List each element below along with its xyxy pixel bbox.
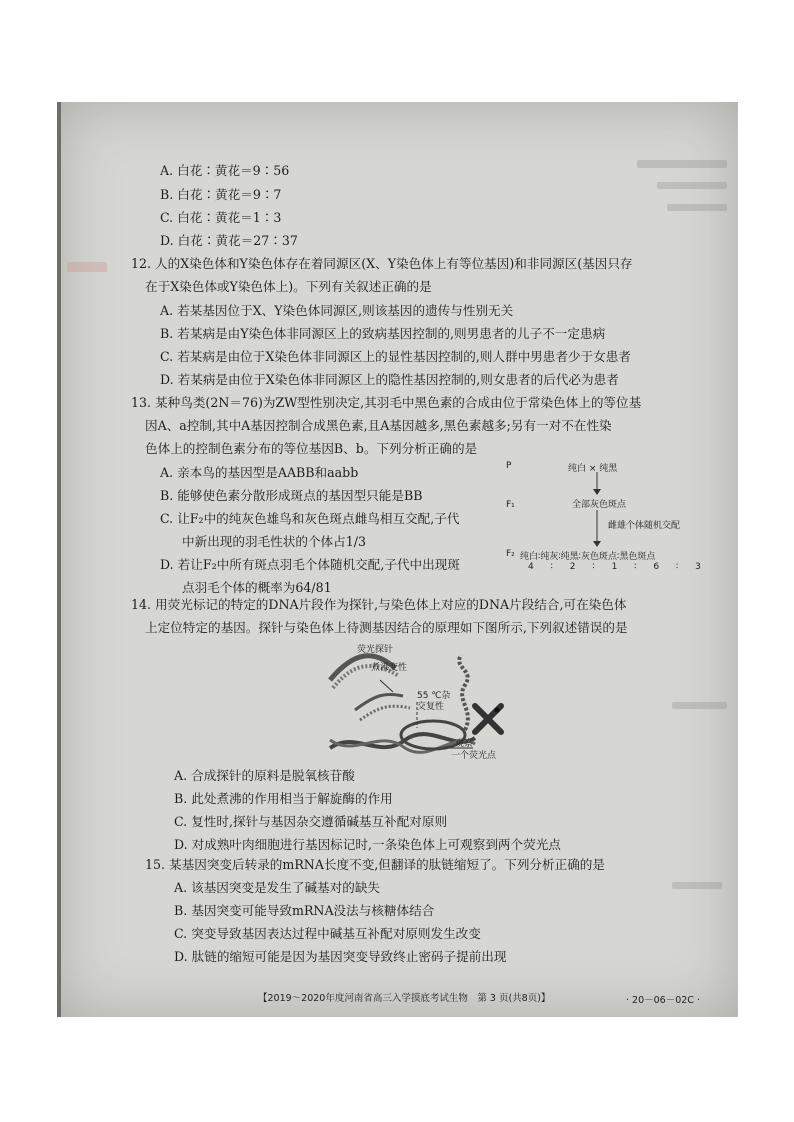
q13-option-c-line2: 中新出现的羽毛性状的个体占1/3 bbox=[182, 534, 366, 549]
q13-option-c-line1: C. 让F₂中的纯灰色雄鸟和灰色斑点雌鸟相互交配,子代 bbox=[160, 511, 460, 526]
q11-option-b: B. 白花∶黄花＝9∶7 bbox=[160, 187, 282, 202]
cross-f2: 纯白∶纯灰∶纯黑∶灰色斑点∶黑色斑点 bbox=[520, 552, 656, 562]
q12-option-a: A. 若某基因位于X、Y染色体同源区,则该基因的遗传与性别无关 bbox=[160, 303, 514, 318]
q12-option-b: B. 若某病是由Y染色体非同源区上的致病基因控制的,则男患者的儿子不一定患病 bbox=[160, 326, 606, 341]
cross-p-label: P bbox=[506, 461, 512, 471]
q11-option-d: D. 白花∶黄花＝27∶37 bbox=[160, 233, 298, 248]
paper-edge bbox=[57, 102, 61, 1017]
label-one-spot: 一个荧光点 bbox=[451, 751, 497, 761]
label-fluorescent-probe: 荧光探针 bbox=[357, 645, 394, 655]
q14-option-c: C. 复性时,探针与基因杂交遵循碱基互补配对原则 bbox=[174, 814, 448, 829]
cross-f1-label: F₁ bbox=[506, 500, 515, 510]
cross-mating: 雌雄个体随机交配 bbox=[608, 521, 681, 531]
q12-option-d: D. 若某病是由位于X染色体非同源区上的隐性基因控制的,则女患者的后代必为患者 bbox=[160, 372, 619, 387]
q13-option-a: A. 亲本鸟的基因型是AABB和aabb bbox=[160, 465, 359, 480]
q15-stem: 15. 某基因突变后转录的mRNA长度不变,但翻译的肽链缩短了。下列分析正确的是 bbox=[145, 857, 605, 872]
page-footer-code: · 20－06－02C · bbox=[626, 995, 700, 1006]
page-footer-title: 【2019～2020年度河南省高三入学摸底考试生物 第 3 页(共8页)】 bbox=[258, 993, 551, 1004]
q13-stem-line3: 色体上的控制色素分布的等位基因B、b。下列分析正确的是 bbox=[145, 441, 478, 456]
q14-option-a: A. 合成探针的原料是脱氧核苷酸 bbox=[174, 768, 355, 783]
q12-option-c: C. 若某病是由位于X染色体非同源区上的显性基因控制的,则人群中男患者少于女患者 bbox=[160, 349, 631, 364]
q13-option-d-line2: 点羽毛个体的概率为64/81 bbox=[182, 580, 332, 595]
cross-arrow-1 bbox=[590, 472, 604, 496]
q11-option-a: A. 白花∶黄花＝9∶56 bbox=[160, 163, 290, 178]
q14-stem-line2: 上定位特定的基因。探针与染色体上待测基因结合的原理如下图所示,下列叙述错误的是 bbox=[145, 620, 628, 635]
bleed-through bbox=[657, 182, 727, 189]
q14-option-d: D. 对成熟叶肉细胞进行基因标记时,一条染色体上可观察到两个荧光点 bbox=[174, 837, 561, 852]
label-boil-denature: 煮沸变性 bbox=[371, 663, 408, 673]
q15-option-b: B. 基因突变可能导致mRNA没法与核糖体结合 bbox=[174, 903, 435, 918]
q11-option-c: C. 白花∶黄花＝1∶3 bbox=[160, 210, 282, 225]
cross-f1: 全部灰色斑点 bbox=[572, 500, 627, 510]
bleed-through bbox=[672, 702, 727, 709]
q14-option-b: B. 此处煮沸的作用相当于解旋酶的作用 bbox=[174, 791, 393, 806]
q12-stem-line2: 在于X染色体或Y染色体上)。下列有关叙述正确的是 bbox=[145, 279, 432, 294]
q14-stem-line1: 14. 用荧光标记的特定的DNA片段作为探针,与染色体上对应的DNA片段结合,可在染色体 bbox=[131, 597, 627, 612]
cross-arrow-2 bbox=[590, 510, 604, 548]
q13-option-b: B. 能够使色素分散形成斑点的基因型只能是BB bbox=[160, 488, 423, 503]
bleed-through bbox=[672, 882, 722, 889]
q13-option-d-line1: D. 若让F₂中所有斑点羽毛个体随机交配,子代中出现斑 bbox=[160, 557, 460, 572]
cross-parents: 纯白 × 纯黑 bbox=[568, 464, 618, 474]
q12-stem-line1: 12. 人的X染色体和Y染色体存在着同源区(X、Y染色体上有等位基因)和非同源区(基因只存 bbox=[131, 256, 633, 271]
label-renature: 交复性 bbox=[417, 702, 445, 712]
cross-ratio: 4 ∶ 2 ∶ 1 ∶ 6 ∶ 3 bbox=[528, 562, 701, 572]
q15-option-a: A. 该基因突变是发生了碱基对的缺失 bbox=[174, 880, 381, 895]
fish-probe-figure bbox=[325, 640, 515, 765]
q13-stem-line2: 因A、a控制,其中A基因控制合成黑色素,且A基因越多,黑色素越多;另有一对不在性染 bbox=[145, 418, 612, 433]
q13-stem-line1: 13. 某种鸟类(2N＝76)为ZW型性别决定,其羽毛中黑色素的合成由位于常染色体上的等位基 bbox=[131, 395, 642, 410]
q15-option-c: C. 突变导致基因表达过程中碱基互补配对原则发生改变 bbox=[174, 926, 481, 941]
label-temperature: 55 ℃杂 bbox=[417, 691, 451, 701]
q15-option-d: D. 肽链的缩短可能是因为基因突变导致终止密码子提前出现 bbox=[174, 949, 507, 964]
cross-f2-label: F₂ bbox=[506, 549, 515, 559]
bleed-through bbox=[667, 204, 727, 211]
label-observe: 观察 bbox=[455, 739, 474, 749]
bleed-through bbox=[637, 160, 727, 168]
bleed-through bbox=[67, 262, 107, 272]
